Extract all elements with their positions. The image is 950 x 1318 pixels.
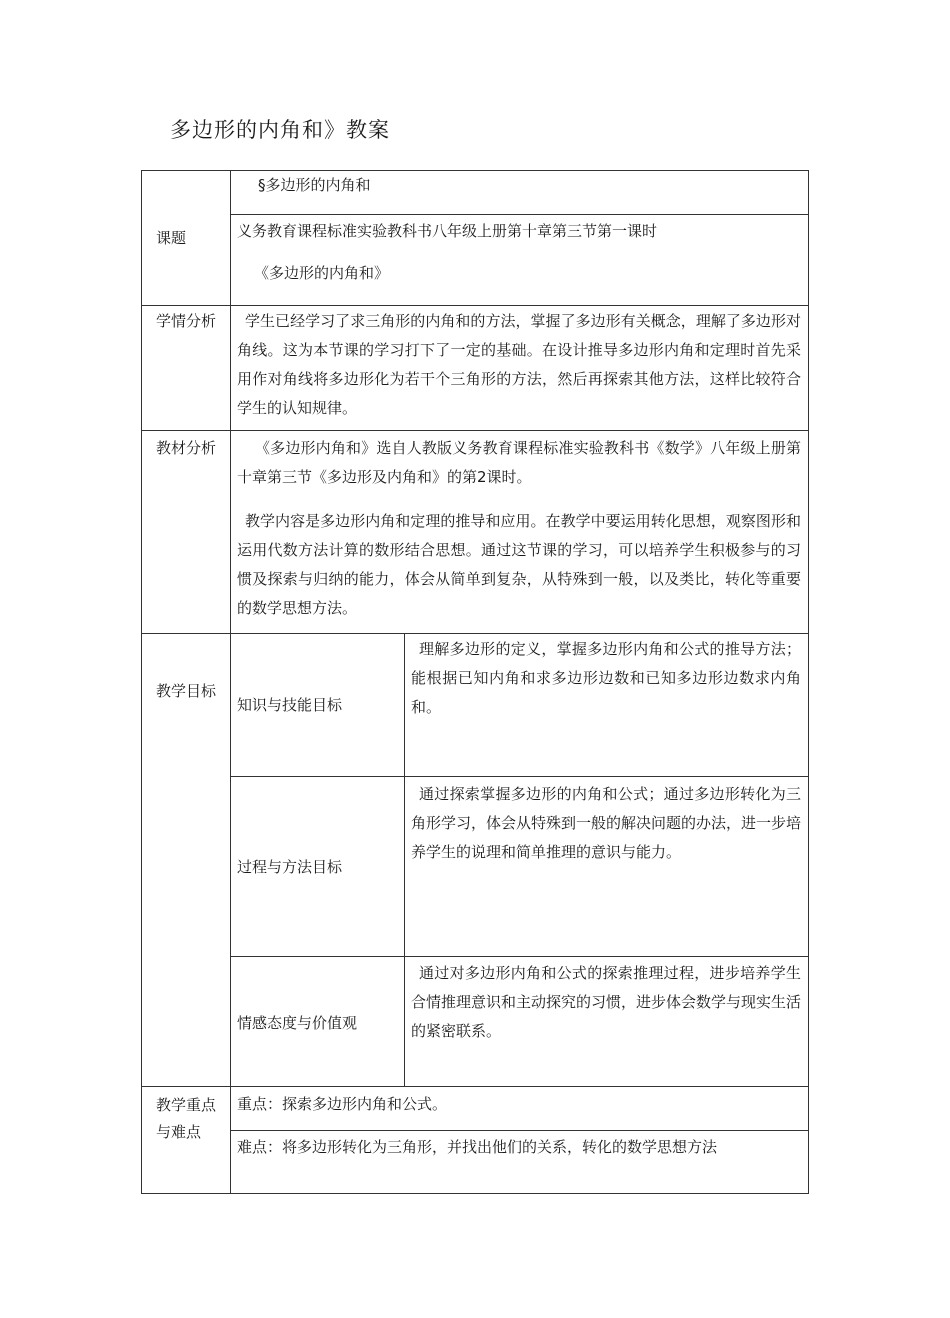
cell-divider — [230, 776, 809, 777]
row-divider — [141, 1086, 809, 1087]
topic-label: 课题 — [156, 229, 187, 247]
cell-divider — [230, 1130, 809, 1131]
table-border-bottom — [141, 1193, 809, 1194]
objective-column-divider — [404, 633, 405, 1087]
material-analysis-para2: 教学内容是多边形内角和定理的推导和应用。在教学中要运用转化思想，观察图形和运用代数方法计算的数形结合思想。通过这节课的学习，可以培养学生积极参与的习惯及探索与归纳的能力，体会从简单到复杂，从特殊到一般，以及类比，转化等重要的数学思想方法。 — [237, 512, 801, 617]
table-border-right — [808, 170, 809, 1194]
objective-name-knowledge: 知识与技能目标 — [237, 696, 343, 714]
student-analysis-text: 学生已经学习了求三角形的内角和的方法，掌握了多边形有关概念，理解了多边形对角线。这为本节课的学习打下了一定的基础。在设计推导多边形内角和定理时首先采用作对角线将多边形化为若干个三角形的方法，然后再探索其他方法，这样比较符合学生的认知规律。 — [237, 312, 801, 417]
key-point-text: 重点：探索多边形内角和公式。 — [237, 1095, 448, 1113]
table-border-left — [141, 170, 142, 1194]
key-points-label-line2: 与难点 — [156, 1123, 202, 1141]
topic-name: §多边形的内角和 — [258, 176, 371, 194]
topic-lesson: 《多边形的内角和》 — [254, 264, 390, 282]
objective-text-knowledge: 理解多边形的定义，掌握多边形内角和公式的推导方法；能根据已知内角和求多边形边数和已知多边形边数求内角和。 — [411, 640, 801, 716]
student-analysis-label: 学情分析 — [156, 312, 217, 330]
objective-text-attitude: 通过对多边形内角和公式的探索推理过程，进步培养学生合情推理意识和主动探究的习惯，进步体会数学与现实生活的紧密联系。 — [411, 964, 802, 1040]
cell-divider — [230, 956, 809, 957]
objective-text-process: 通过探索掌握多边形的内角和公式；通过多边形转化为三角形学习，体会从特殊到一般的解决问题的办法，进一步培养学生的说理和简单推理的意识与能力。 — [411, 785, 802, 861]
document-title: 多边形的内角和》教案 — [170, 118, 390, 142]
label-column-divider — [230, 170, 231, 1194]
row-divider — [141, 430, 809, 431]
difficulty-text: 难点：将多边形转化为三角形，并找出他们的关系，转化的数学思想方法 — [237, 1138, 718, 1156]
objectives-label: 教学目标 — [156, 682, 217, 700]
key-points-label-line1: 教学重点 — [156, 1096, 217, 1114]
material-analysis-label: 教材分析 — [156, 439, 217, 457]
row-divider — [141, 633, 809, 634]
cell-divider — [230, 214, 809, 215]
topic-source: 义务教育课程标准实验教科书八年级上册第十章第三节第一课时 — [237, 222, 658, 240]
objective-name-attitude: 情感态度与价值观 — [237, 1014, 358, 1032]
table-border-top — [141, 170, 809, 171]
material-analysis-para1: 《多边形内角和》选自人教版义务教育课程标准实验教科书《数学》八年级上册第十章第三节《多边形及内角和》的第2课时。 — [237, 439, 801, 486]
objective-name-process: 过程与方法目标 — [237, 858, 343, 876]
row-divider — [141, 305, 809, 306]
